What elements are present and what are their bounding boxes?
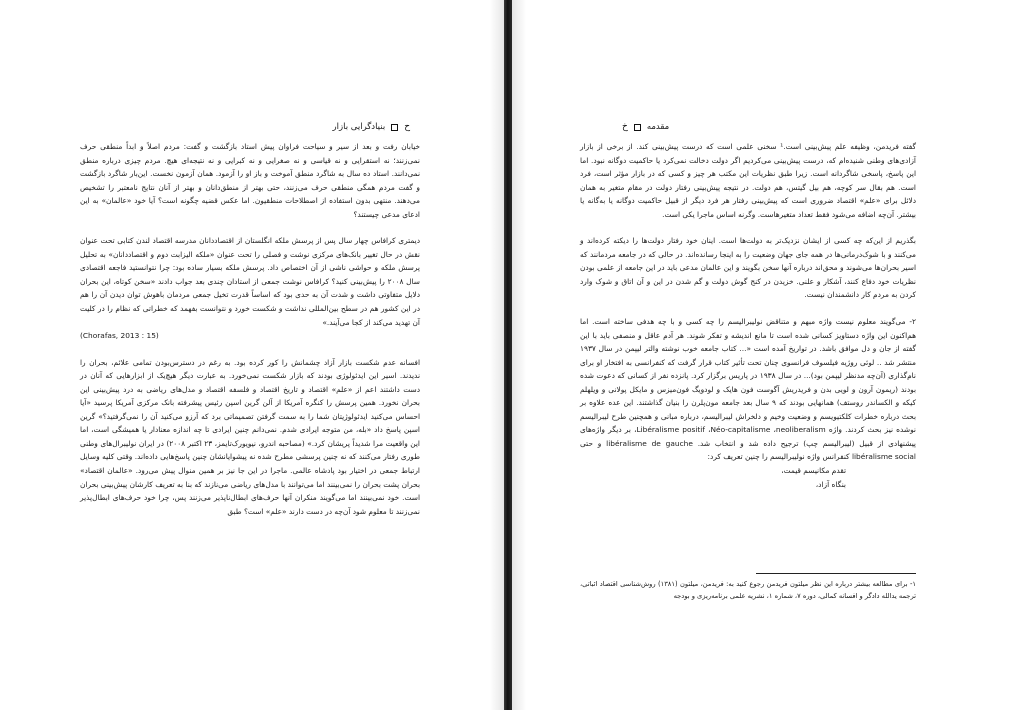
- paragraph: [580, 234, 916, 302]
- text-line: دوگانه نبود. اما این پاسخ، پاسخی شاگردانه است. زیرا طبق نظریات این مکتب هر چیز و کسی که در: [580, 155, 916, 179]
- text-line: «عالمان اقتصاد» بحران پشت بحران را نمی‌بینند اما می‌توانند با مدل‌های ریاضی می‌نازند که بنا به تعریف: [80, 466, 421, 489]
- text-line: دولت و گم شدن در این و آن اتاق و شوک وارد کردن به مردم کار دانشمندان نیست.: [580, 276, 916, 300]
- text-line: در جامعه مردمانند که اسیر بحران‌ها می‌شوند و محق‌اند درباره آنها سخن بگویند و این عالمان مدعی: [580, 249, 917, 273]
- left-page-body: [80, 140, 420, 518]
- text-line: دیمتری کرافاس چهار سال پس از پرسش ملکه انگلستان از اقتصاددانان مدرسه اقتصاد لندن کتابی: [117, 236, 421, 246]
- right-page-body: [580, 140, 916, 491]
- paragraph: [80, 234, 420, 329]
- text-line: فون هایک و لودویگ فون‌میزس و مایکل پولانی و ویلهلم کیکه و الکساندر روستف) همانهایی بودند که: [580, 384, 916, 408]
- text-line: دولت در مقام متغیر به همان دلائل برای «علم» اقتصاد ضروری است که پیش‌بینی رفتار هر فرد دیگر: [580, 182, 917, 206]
- header-square-icon: [391, 124, 398, 131]
- verse-lines: [580, 464, 916, 491]
- text-line: بود: چرا نتوانستید فاجعه اقتصادی سال ۲۰۰۸ را پیش‌بینی کنید؟ کرافاس نوشت جمعی از استادان: [80, 263, 421, 286]
- running-title: بنیادگرایی بازار: [332, 122, 386, 132]
- text-line: افسانه عدم شکست بازار آزاد چشمانش را کور کرده بود. به رغم در دسترس‌بودن تمامی علائم،: [111, 357, 421, 367]
- text-line: از قبیل حاکمیت دوگانه یا به‌گانه یا بیشتر. آن‌چه اضافه می‌شود فقط تعداد متغیرهاست. وگرنه اساس: [580, 196, 916, 219]
- left-page-header: [84, 120, 410, 134]
- footnote-line: ۱- برای مطالعه بیشتر درباره این نظر میلتون فریدمن رجوع کنید به: فریدمن، میلتون (۱۳۸۱) روش‌شناسی اقتصاد: [599, 580, 916, 588]
- footnote-line: اثباتی، ترجمه یدالله دادگر و افسانه کمالی، دوره ۷، شماره ۱، نشریه علمی برنامه‌ریزی و بودجه: [580, 580, 916, 600]
- right-page-header: [622, 120, 930, 134]
- text-line: تقدم مکانیسم قیمت،: [781, 466, 846, 476]
- paragraph: [580, 140, 916, 221]
- text-line: (لیبرالیسم چپ) ترجیح داده شد و انتخاب شد. libéralisme de gauche و حتی libéralisme social: [580, 438, 916, 462]
- text-line: ریاضی به درد پیش‌بینی این بحران نخورد. همین پرسش را کنگره آمریکا از آلن گرین اسپن رئیس: [80, 384, 420, 408]
- text-line: پریشان کرد.» (مصاحبه اندرو، نیویورک‌تایمز، ۲۳ اکتبر ۲۰۰۸) در ایران نولیبرال‌های وطنی طوری رفتار: [80, 438, 420, 462]
- running-title: مقدمه: [646, 122, 670, 132]
- text-line: بنگاه آزاد،: [815, 479, 846, 489]
- text-line: پس، چرا خود حرف‌های ابطال‌پذیر نمی‌زنند تا معلوم شود آن‌چه در دست دارند «علم» است؟ طبق: [80, 493, 420, 516]
- text-line: ایرادی شدم. نمی‌دانم چنین ایرادی تا چه اندازه معنادار یا همیشگی است، اما این واقعیت مرا شدیداً: [80, 425, 420, 448]
- text-line: گرفت که کنفرانسی به افتخار او برای نام‌گذاری (آن‌چه مدنظر لیپمن بود)... در سال ۱۹۳۸ در پاریس: [580, 357, 916, 381]
- text-line: اساساً قدرت تخیل جمعی مردمان باهوش توان دیدن آن را هم در این کشور هم در سطح بین‌المللی: [80, 290, 421, 314]
- text-line: خیابان رفت و بعد از سیر و سیاحت فراوان پیش استاد بازگشت و گفت: مردم اصلاً و ابداً منطقی حرف: [80, 142, 420, 151]
- paragraph: [80, 140, 420, 221]
- text-line: نداشت و شکست خورد و نتوانست بفهمد که خطراتی که نظام را در کلیت آن تهدید می‌کند از کجا: [80, 304, 420, 327]
- left-page: [0, 0, 504, 710]
- text-line: می‌آیند.»: [322, 317, 350, 327]
- text-line: ۹ سال بعد جامعه مون‌پلرن را بنیان گذاشتند. این عده علاوه بر بحث درباره خطرات کلکتیویسم و: [580, 398, 916, 421]
- text-line: گفته فریدمن، وظیفه علم پیش‌بینی است.¹ سخنی علمی است که درست پیش‌بینی کند. از برخی از: [597, 142, 916, 151]
- text-line: است. اما هم‌اکنون این واژه دستاویز کسانی شده است تا مانع اندیشه و تفکر شوند. هر آدم عاقل و: [580, 317, 917, 340]
- text-line: وضعیت وخیم و دلخراش لیبرالیسم، درباره مبانی و همچنین طرح لیبرالیسم نوشده نیز بحث کردند.: [580, 411, 916, 435]
- text-line: منصفی باید با این گفته از جان و دل موافق باشد. در تواریخ آمده است «... کتاب جامعه خوب نوشته: [580, 330, 916, 354]
- right-page: [512, 0, 1024, 710]
- text-line: منطق نمی‌دانند. استاد ده سال به شاگرد منطق آموخت و باز او را آزمود. همان آزمون نخست. این‌بار: [80, 155, 421, 179]
- text-line: نمی‌زنند؛ نه استقرایی و نه قیاسی و نه صغرایی و نه کبرایی و نه نتیجه‌ای هیچ. مردم چیزی درباره: [102, 155, 420, 165]
- book-gutter: [504, 0, 512, 710]
- text-line: و اقتصاددانان» به تحلیل پرسش ملکه و حواشی ناشی از آن اختصاص داد. پرسش ملکه بسیار ساده: [80, 249, 420, 273]
- text-line: والتر لیپمن در سال ۱۹۳۷ منتشر شد .. لوئی روژیه فیلسوف فرانسوی چنان تحت تأثیر کتاب قرار: [580, 344, 916, 367]
- header-square-icon: [634, 124, 641, 131]
- text-line: کرده‌اند و می‌کنند و با شوک‌درمانی‌ها در همه جای جهان وضعیت را به اینجا رسانده‌اند. در حالی که: [580, 236, 916, 259]
- text-line: نتایج نامعتبر را تشخیص می‌دهند. منتهی بدون استفاده از اصطلاحات منطقیون. اما عکس قضیه: [80, 182, 420, 206]
- page-letter: ح: [404, 122, 410, 132]
- text-line: بازار مؤثر است، فرد است. هم بقال سر کوچه، هم بیل گیتس، هم دولت. در نتیجه پیش‌بینی رفتار: [580, 169, 916, 192]
- page-letter: خ: [622, 122, 628, 132]
- citation-text: (Chorafas, 2013 : 15): [80, 331, 159, 341]
- text-line: واژه Libéralisme positif ،Néo-capitalisme ،neoliberalism، بر دیگر واژه‌های پیشنهادی از قبیل: [580, 425, 916, 448]
- text-line: کنفرانس واژه نولیبرالیسم را چنین تعریف کرد:: [707, 452, 850, 462]
- text-line: ۲- می‌گویند معلوم نیست واژه مبهم و متناقض نولیبرالیسم را چه کسی و با چه هدفی ساخته: [613, 317, 916, 327]
- text-line: بازار آزادی‌های وطنی شنیده‌ام که، درست پیش‌بینی می‌کردیم اگر دولت دخالت نمی‌کرد یا حاکمیت: [580, 142, 916, 165]
- text-line: بگذریم از این‌که چه کسی از ایشان نزدیک‌تر به دولت‌ها است. اینان خود رفتار دولت‌ها را دیکته: [613, 236, 916, 246]
- text-line: بحران را ندیدند. اسیر این ایدئولوژی بودند که بازار شکست نمی‌خورد. به عبارت دیگر هیچ‌یک از: [80, 357, 420, 381]
- footnote-divider: [756, 573, 916, 574]
- footnote: [580, 578, 916, 602]
- text-line: تصمیماتی برد که آرزو می‌کنید آن را نمی‌گرفتید؟» گرین اسپن پاسخ داد «بله، من متوجه: [80, 411, 420, 435]
- paragraph: [80, 356, 420, 519]
- text-line: ابزارهایی که آنان در دست داشتند اعم از «علم» اقتصاد و تاریخ اقتصاد و فلسفه اقتصاد و مدل‌های: [80, 371, 420, 394]
- text-line: کارشان پیش‌بینی بحران است. خود نمی‌بینند اما می‌گویند منکران آنها حرف‌های ابطال‌ناپذیر می‌زنند: [80, 479, 421, 503]
- text-line: ارتباط جمعی در اختیار بود پادشاه عالمی. ماجرا در این جا نیز بر همین منوال پیش می‌رود.: [135, 466, 420, 476]
- citation: [80, 329, 420, 343]
- text-line: چگونه است؟ آیا خود «عالمان» به این ادعای مدعی چیستند؟: [80, 196, 420, 219]
- text-line: برگزار کرد. پانزده نفر از کسانی که دعوت شده بودند (ریمون آرون و لویی بدن و فریدریش آگوست: [580, 371, 916, 394]
- text-line: باید در این جامعه از علمی بودن نظریات خود دفاع کنند، آشکار و علنی. خزیدن در کنج گوش: [580, 263, 916, 286]
- text-line: چندی بعد جواب دادند «سخن کوتاه، این بحران دلایل متفاوتی داشت و شدت آن به حدی بود که: [80, 276, 420, 300]
- text-line: پیشرفته بانک مرکزی آمریکا پرسید «آیا احساس می‌کنید ایدئولوژیتان شما را به سمت گرفتن: [80, 398, 420, 421]
- text-line: ماجرا یکی است.: [662, 209, 714, 219]
- text-line: می‌کنند که نه چنین پرسشی مطرح شده نه پیشوایانشان چنین پاسخ‌هایی داده‌اند. وقتی کلیه وسایل: [80, 452, 381, 462]
- paragraph: [580, 315, 916, 464]
- text-line: شاگرد بازگشت و گفت مردم همگی منطقی حرف می‌زنند، حتی بهتر از منطق‌دانان و بهتر از آنان: [80, 169, 420, 192]
- text-line: تحت عنوان نقش در حال تغییر بانک‌های مرکزی نوشت و فصلی را تحت عنوان «ملکه الیزابت دوم: [80, 236, 420, 259]
